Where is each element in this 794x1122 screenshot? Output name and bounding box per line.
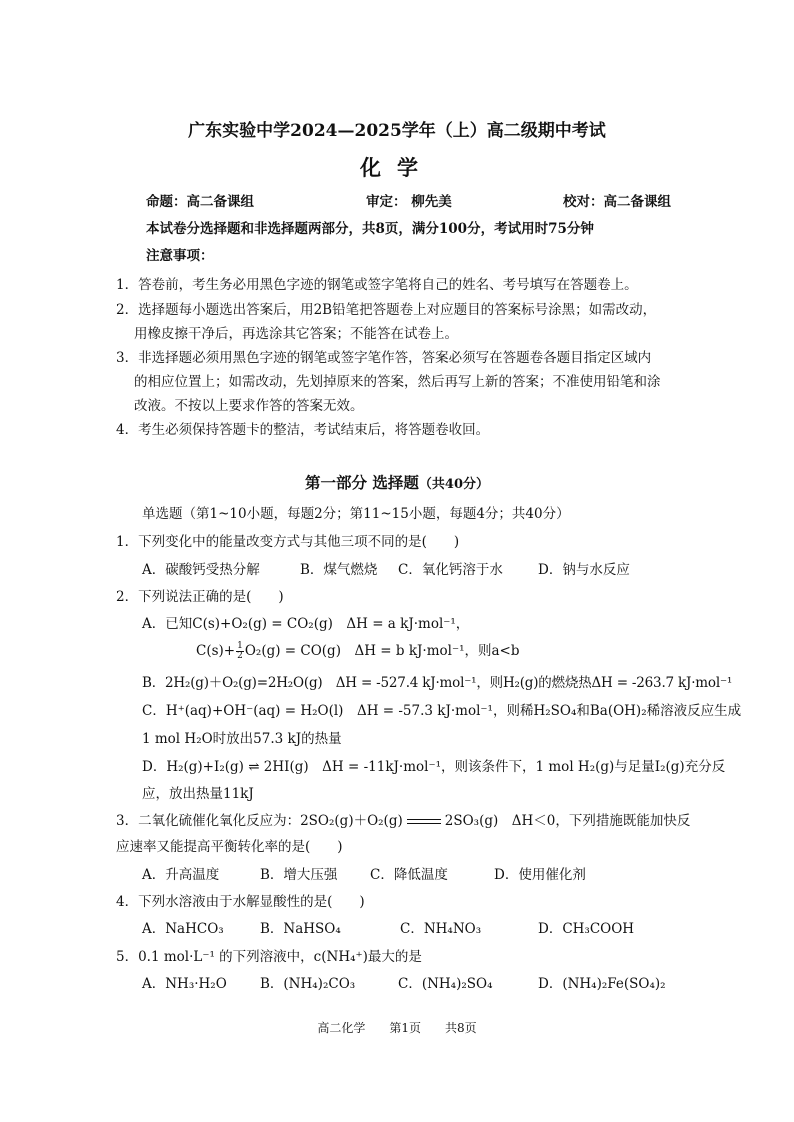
notice-item: 2．选择题每小题选出答案后，用2B铅笔把答题卷上对应题目的答案标号涂黑；如需改动， bbox=[116, 302, 657, 318]
option-d-line2: 应，放出热量11kJ bbox=[142, 786, 254, 802]
notice-item: 4．考生必须保持答题卡的整洁，考试结束后，将答题卷收回。 bbox=[116, 422, 490, 438]
option-c-line2: 1 mol H₂O时放出57.3 kJ的热量 bbox=[142, 731, 342, 747]
fraction-half: $\frac{1}{2}$ bbox=[237, 641, 243, 661]
option-b: B．(NH₄)₂CO₃ bbox=[260, 976, 356, 992]
section-title: 第一部分 选择题 bbox=[305, 473, 419, 492]
question-stem: 1．下列变化中的能量改变方式与其他三项不同的是( ) bbox=[116, 534, 460, 550]
question-stem-line2: 应速率又能提高平衡转化率的是( ) bbox=[116, 839, 343, 855]
option-c: C．NH₄NO₃ bbox=[400, 921, 482, 937]
equilibrium-arrow-icon bbox=[407, 818, 441, 826]
option-a-line2 bbox=[196, 642, 519, 661]
section-points: （共40分） bbox=[418, 477, 489, 492]
credit-author: 命题：高二备课组 bbox=[146, 194, 254, 210]
option-d: D．使用催化剂 bbox=[494, 867, 586, 883]
notice-item: 的相应位置上；如需改动，先划掉原来的答案，然后再写上新的答案；不准使用铅笔和涂 bbox=[134, 374, 661, 390]
option-d-line1: D．H₂(g)+I₂(g) ⇌ 2HI(g) ΔH = -11kJ·mol⁻¹，则该条件下，1 mol H₂(g)与足量I₂(g)充分反 bbox=[142, 759, 726, 775]
option-d: D．钠与水反应 bbox=[538, 562, 630, 578]
exam-intro: 本试卷分选择题和非选择题两部分，共8页，满分100分，考试用时75分钟 bbox=[146, 221, 594, 237]
formula-part: C(s)+ bbox=[196, 643, 236, 659]
option-d: D．(NH₄)₂Fe(SO₄)₂ bbox=[538, 976, 666, 992]
option-c: C．氧化钙溶于水 bbox=[398, 562, 503, 578]
option-a-line1: A．已知C(s)+O₂(g) = CO₂(g) ΔH = a kJ·mol⁻¹， bbox=[142, 616, 470, 632]
question-stem: 2．下列说法正确的是( ) bbox=[116, 589, 284, 605]
notice-item: 3．非选择题必须用黑色字迹的钢笔或签字笔作答，答案必须写在答题卷各题目指定区域内 bbox=[116, 350, 652, 366]
option-b: B．增大压强 bbox=[260, 867, 338, 883]
subject-title: 化学 bbox=[360, 155, 434, 180]
notice-item: 改液。不按以上要求作答的答案无效。 bbox=[134, 398, 364, 414]
notice-item: 1．答卷前，考生务必用黑色字迹的钢笔或签字笔将自己的姓名、考号填写在答题卷上。 bbox=[116, 277, 638, 293]
question-stem: 4．下列水溶液由于水解显酸性的是( ) bbox=[116, 894, 365, 910]
credit-proofreader: 校对：高二备课组 bbox=[563, 194, 671, 210]
credit-reviewer: 审定： 柳先美 bbox=[366, 194, 452, 210]
option-c-line1: C．H⁺(aq)+OH⁻(aq) = H₂O(l) ΔH = -57.3 kJ·mol⁻¹，则稀H₂SO₄和Ba(OH)₂稀溶液反应生成 bbox=[142, 703, 742, 719]
section-heading bbox=[0, 471, 794, 493]
option-b: B．NaHSO₄ bbox=[260, 921, 341, 937]
option-c: C．(NH₄)₂SO₄ bbox=[398, 976, 493, 992]
option-a: A．升高温度 bbox=[142, 867, 220, 883]
page-footer: 高二化学 第1页 共8页 bbox=[317, 1021, 477, 1035]
question-stem: 5．0.1 mol·L⁻¹ 的下列溶液中，c(NH₄⁺)最大的是 bbox=[116, 949, 422, 965]
notice-title: 注意事项： bbox=[146, 248, 214, 264]
option-a: A．NaHCO₃ bbox=[142, 921, 224, 937]
option-a: A．NH₃·H₂O bbox=[142, 976, 227, 992]
section-instruction: 单选题（第1~10小题，每题2分；第11~15小题，每题4分；共40分） bbox=[142, 506, 570, 522]
option-d: D．CH₃COOH bbox=[538, 921, 635, 937]
notice-item: 用橡皮擦干净后，再选涂其它答案；不能答在试卷上。 bbox=[134, 326, 458, 342]
option-c: C．降低温度 bbox=[370, 867, 448, 883]
exam-title: 广东实验中学2024—2025学年（上）高二级期中考试 bbox=[188, 121, 606, 141]
formula-part: O₂(g) = CO(g) ΔH = b kJ·mol⁻¹，则a<b bbox=[244, 643, 520, 659]
option-b: B．煤气燃烧 bbox=[300, 562, 378, 578]
question-stem-line1: 3．二氧化硫催化氧化反应为：2SO₂(g)＋O₂(g) 2SO₃(g) ΔH＜0，下列措施既能加快反 bbox=[116, 813, 691, 829]
option-a: A．碳酸钙受热分解 bbox=[142, 562, 260, 578]
option-b: B．2H₂(g)＋O₂(g)=2H₂O(g) ΔH = -527.4 kJ·mol⁻¹，则H₂(g)的燃烧热ΔH = -263.7 kJ·mol⁻¹ bbox=[142, 675, 733, 691]
